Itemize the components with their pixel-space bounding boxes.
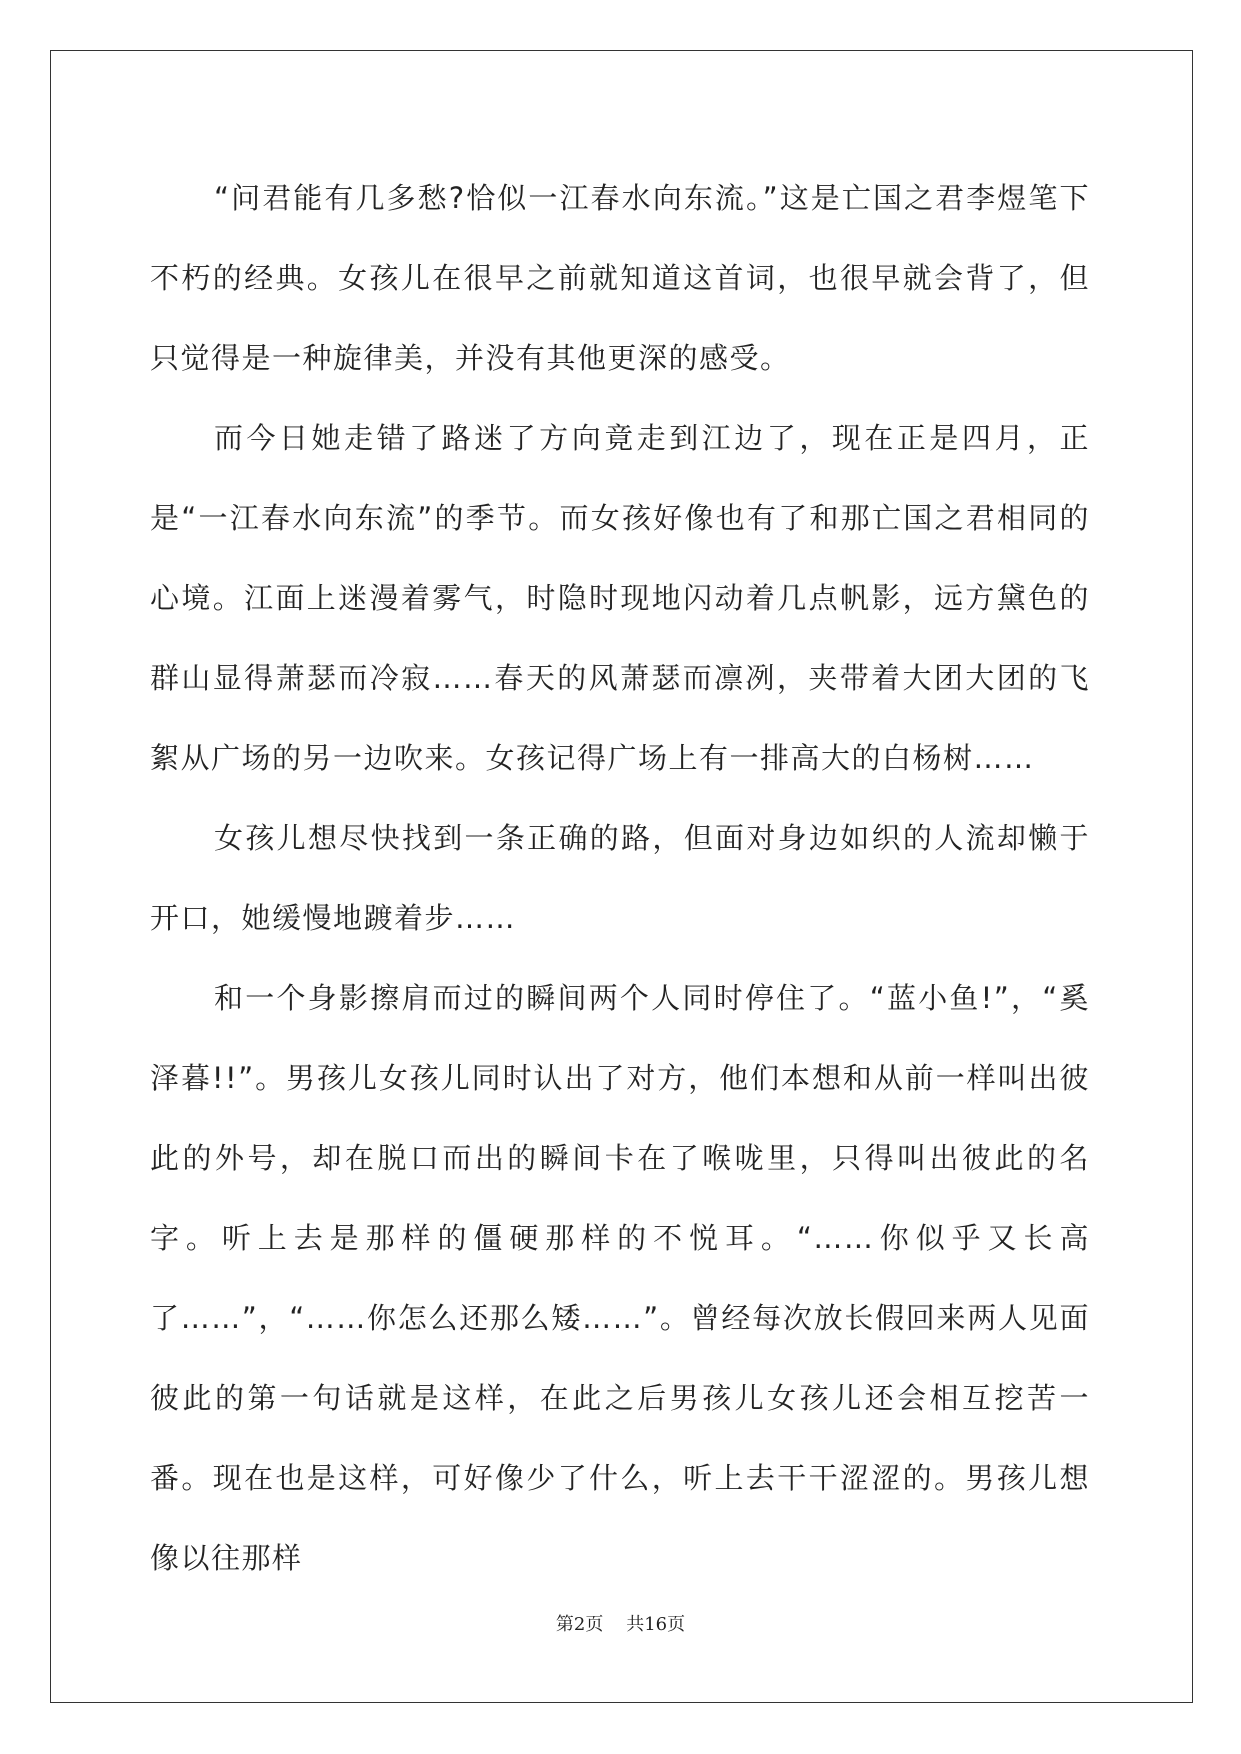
page-number: 第2页	[555, 1614, 604, 1635]
paragraph: 而今日她走错了路迷了方向竟走到江边了，现在正是四月，正是“一江春水向东流”的季节。而女孩好像也有了和那亡国之君相同的心境。江面上迷漫着雾气，时隐时现地闪动着几点帆影，远方黛色的群山显得萧瑟而冷寂……春天的风萧瑟而凛冽，夹带着大团大团的飞絮从广场的另一边吹来。女孩记得广场上有一排高大的白杨树……	[150, 421, 1090, 775]
paragraph: 女孩儿想尽快找到一条正确的路，但面对身边如织的人流却懒于开口，她缓慢地踱着步……	[150, 821, 1090, 935]
paragraph: 和一个身影擦肩而过的瞬间两个人同时停住了。“蓝小鱼!”，“奚泽暮!!”。男孩儿女孩儿同时认出了对方，他们本想和从前一样叫出彼此的外号，却在脱口而出的瞬间卡在了喉咙里，只得叫出彼此的名字。听上去是那样的僵硬那样的不悦耳。“……你似乎又长高了……”，“……你怎么还那么矮……”。曾经每次放长假回来两人见面彼此的第一句话就是这样，在此之后男孩儿女孩儿还会相互挖苦一番。现在也是这样，可好像少了什么，听上去干干涩涩的。男孩儿想像以往那样	[150, 981, 1090, 1575]
document-body	[150, 158, 1090, 1598]
page-total: 共16页	[626, 1614, 686, 1635]
page-footer	[0, 1610, 1241, 1636]
paragraph: “问君能有几多愁?恰似一江春水向东流。”这是亡国之君李煜笔下不朽的经典。女孩儿在很早之前就知道这首词，也很早就会背了，但只觉得是一种旋律美，并没有其他更深的感受。	[150, 181, 1090, 375]
